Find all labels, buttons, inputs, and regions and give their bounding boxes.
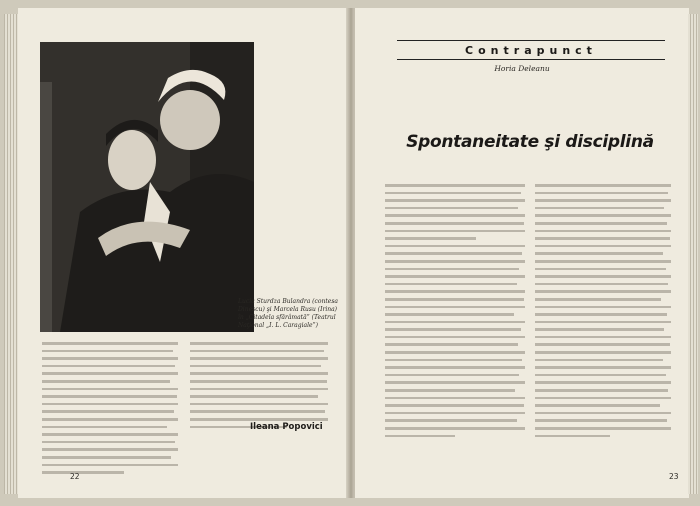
theatre-photo — [40, 42, 254, 332]
article-author: Horia Deleanu — [494, 64, 550, 73]
right-column-1-text — [385, 184, 525, 442]
left-page-edges — [4, 14, 18, 494]
left-column-1-text — [42, 342, 178, 479]
page-number-left: 22 — [70, 472, 80, 481]
photo-illustration — [40, 42, 254, 332]
right-page — [354, 8, 689, 498]
page-number-right: 23 — [669, 472, 679, 481]
right-page-edges — [688, 14, 698, 494]
rubric-title: Contrapunct — [465, 43, 597, 57]
left-column-2-text — [190, 342, 328, 433]
article-headline: Spontaneitate şi disciplină — [406, 132, 654, 152]
left-page — [18, 8, 349, 498]
right-column-2-text — [535, 184, 671, 442]
photo-caption: Lucia Sturdza Bulandra (contesa Dinescu) şi Marcela Rusu (Irina) în „Citadela sfărâmată” (Teatrul Naţional „I. L. Caragiale”) — [238, 298, 338, 329]
rubric-banner — [397, 40, 665, 60]
author-signature: Ileana Popovici — [250, 422, 323, 432]
